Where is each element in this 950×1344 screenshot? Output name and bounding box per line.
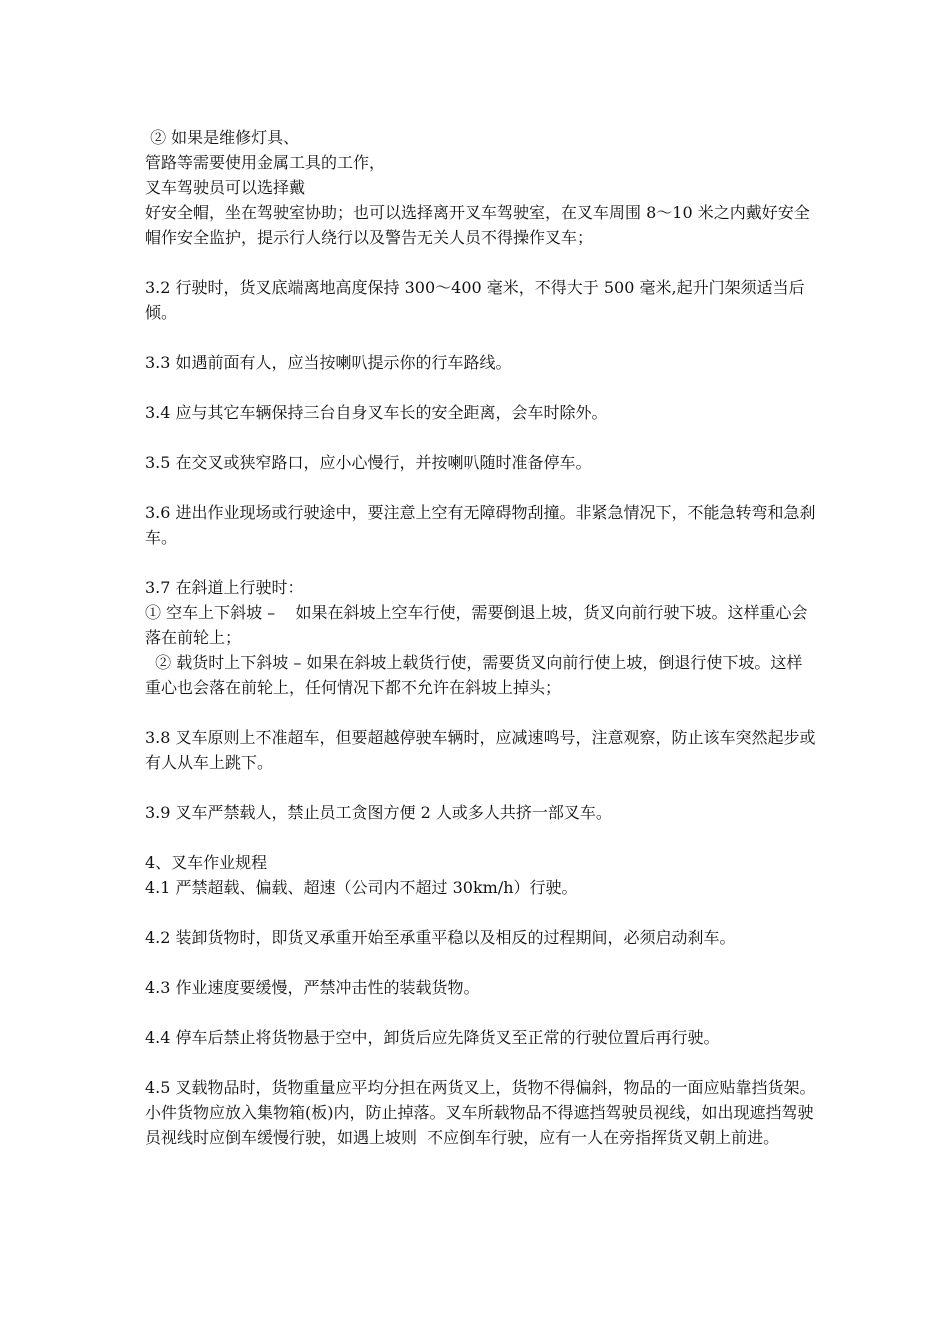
paragraph: 好安全帽，坐在驾驶室协助；也可以选择离开叉车驾驶室，在叉车周围 8～10 米之内戴好安全帽作安全监护，提示行人绕行以及警告无关人员不得操作叉车；	[145, 203, 810, 247]
paragraph: 3.8 叉车原则上不准超车，但要超越停驶车辆时，应减速鸣号，注意观察，防止该车突然起步或有人从车上跳下。	[145, 728, 816, 772]
paragraph: 4.1 严禁超载、偏载、超速（公司内不超过 30km/h）行驶。	[145, 878, 578, 897]
paragraph-spacer	[145, 425, 817, 450]
paragraph-spacer	[145, 825, 817, 850]
paragraph-spacer	[145, 700, 817, 725]
paragraph-spacer	[145, 375, 817, 400]
paragraph: 4.5 叉载物品时，货物重量应平均分担在两货叉上，货物不得偏斜，物品的一面应贴靠挡货架。小件货物应放入集物箱(板)内，防止掉落。叉车所载物品不得遮挡驾驶员视线，如出现遮挡驾驶员视线时应倒车缓慢行驶，如遇上坡则 不应倒车行驶，应有一人在旁指挥货叉朝上前进。	[145, 1078, 816, 1147]
paragraph-spacer	[145, 325, 817, 350]
paragraph: ② 载货时上下斜坡 – 如果在斜坡上载货行使，需要货叉向前行使上坡，倒退行使下坡。这样重心也会落在前轮上，任何情况下都不允许在斜坡上掉头；	[145, 653, 803, 697]
text-line: 叉车驾驶员可以选择戴	[145, 178, 306, 197]
text-line: 管路等需要使用金属工具的工作，	[145, 153, 386, 172]
paragraph: 3.4 应与其它车辆保持三台自身叉车长的安全距离，会车时除外。	[145, 403, 608, 422]
paragraph: 3.5 在交叉或狭窄路口，应小心慢行，并按喇叭随时准备停车。	[145, 453, 592, 472]
paragraph: 3.6 进出作业现场或行驶途中，要注意上空有无障碍物刮撞。非紧急情况下，不能急转弯和急刹车。	[145, 503, 816, 547]
paragraph: 4.3 作业速度要缓慢，严禁冲击性的装载货物。	[145, 978, 480, 997]
paragraph: 4.4 停车后禁止将货物悬于空中，卸货后应先降货叉至正常的行驶位置后再行驶。	[145, 1028, 720, 1047]
paragraph: 3.3 如遇前面有人，应当按喇叭提示你的行车路线。	[145, 353, 512, 372]
text-line: ② 如果是维修灯具、	[145, 128, 300, 147]
paragraph: 4.2 装卸货物时，即货叉承重开始至承重平稳以及相反的过程期间，必须启动刹车。	[145, 928, 736, 947]
paragraph-spacer	[145, 550, 817, 575]
paragraph: 3.2 行驶时，货叉底端离地高度保持 300～400 毫米，不得大于 500 毫米,起升门架须适当后倾。	[145, 278, 805, 322]
paragraph-spacer	[145, 1050, 817, 1075]
paragraph: 3.9 叉车严禁载人，禁止员工贪图方便 2 人或多人共挤一部叉车。	[145, 803, 612, 822]
paragraph: 3.7 在斜道上行驶时：	[145, 578, 304, 597]
paragraph-spacer	[145, 475, 817, 500]
paragraph: ① 空车上下斜坡 – 如果在斜坡上空车行使，需要倒退上坡，货叉向前行驶下坡。这样重心会落在前轮上；	[145, 603, 808, 647]
paragraph: 4、叉车作业规程	[145, 853, 268, 872]
document-page	[145, 125, 817, 1150]
paragraph-spacer	[145, 250, 817, 275]
paragraph-spacer	[145, 1000, 817, 1025]
paragraph-spacer	[145, 900, 817, 925]
paragraph-spacer	[145, 950, 817, 975]
paragraph-spacer	[145, 775, 817, 800]
